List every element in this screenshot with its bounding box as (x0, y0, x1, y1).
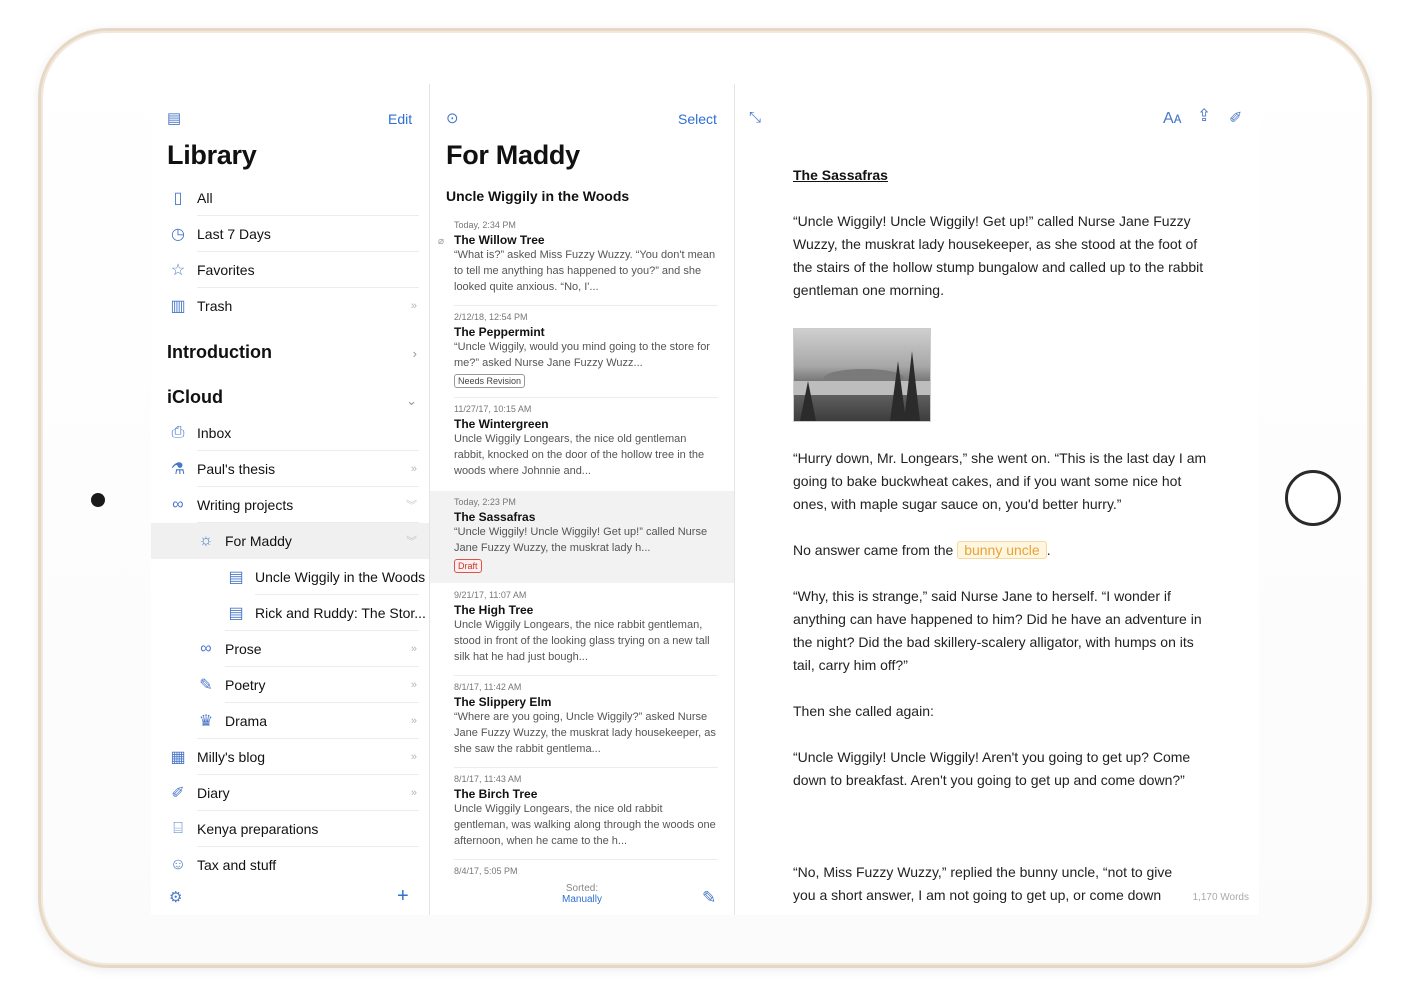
chevron-double-right-icon: » (410, 751, 417, 763)
sheet-date: 2/12/18, 12:54 PM (454, 312, 528, 322)
library-item-label: All (197, 190, 213, 206)
library-title: Library (167, 140, 257, 170)
money-icon: ☺ (169, 856, 187, 873)
paragraph: “No, Miss Fuzzy Wuzzy,” replied the bunny uncle, “not to give you a short answer, I am not going to get up, or come down (793, 864, 1173, 903)
sheet-excerpt: Uncle Wiggily Longears, the nice rabbit gentleman, stood in front of the looking glass trying on a new tall silk hat he had just bough... (454, 619, 710, 663)
paragraph (793, 539, 1213, 562)
word-count[interactable]: 1,170 Words (1192, 892, 1249, 903)
inline-image[interactable] (793, 328, 931, 422)
chevron-double-down-icon: ︾ (406, 536, 417, 548)
group-uncle-wiggily[interactable] (151, 559, 429, 595)
paragraph: “Uncle Wiggily! Uncle Wiggily! Aren't you going to get up? Come down to breakfast. Aren't you going to get up and come down?” (793, 749, 1191, 788)
sheet-excerpt: Uncle Wiggily Longears, the nice old gentleman rabbit, knocked on the door of the hollow tree in the woods where Johnnie and... (454, 433, 705, 477)
library-item-trash[interactable] (151, 288, 429, 324)
select-button[interactable]: Select (678, 111, 717, 127)
editor-panel (735, 84, 1259, 915)
text-format-icon[interactable]: Aᴀ (1163, 110, 1182, 127)
group-label: Writing projects (197, 497, 294, 513)
glasses-icon: ∞ (200, 640, 212, 657)
sheet-item-peppermint[interactable] (430, 306, 734, 398)
paragraph: Then she called again: (793, 703, 934, 719)
sheet-title: The Wintergreen (454, 417, 549, 431)
group-writing-projects[interactable] (151, 487, 429, 523)
group-inbox[interactable] (151, 415, 429, 451)
sheet-excerpt: “What is?” asked Miss Fuzzy Wuzzy. “You don't mean to tell me anything has happened to you?” and she looked quite anxious. “No, I'... (454, 249, 716, 293)
chevron-right-icon[interactable]: › (412, 346, 417, 361)
suitcase-icon: ⌸ (173, 820, 183, 837)
screen (151, 84, 1259, 915)
home-button[interactable] (1285, 470, 1341, 526)
search-icon[interactable]: ⊙ (446, 110, 459, 127)
chevron-double-right-icon: » (410, 463, 417, 475)
pencil-icon: ✐ (171, 785, 185, 802)
theater-icon: ♛ (198, 713, 214, 730)
add-group-plus-icon[interactable]: + (397, 885, 409, 907)
sheet-title: The Sassafras (454, 510, 536, 524)
library-item-last-7-days[interactable] (151, 216, 429, 252)
expand-icon[interactable]: ⤡ (749, 109, 762, 126)
group-label: For Maddy (225, 533, 292, 549)
group-tax-and-stuff[interactable] (151, 847, 429, 883)
compose-icon[interactable]: ✎ (702, 888, 717, 907)
sidebar-toggle-icon[interactable]: ▤ (167, 110, 182, 127)
edit-button[interactable]: Edit (388, 111, 413, 127)
section-icloud[interactable]: iCloud (167, 387, 223, 407)
library-panel (151, 84, 430, 915)
group-label: Drama (225, 713, 268, 729)
group-millys-blog[interactable] (151, 739, 429, 775)
sheet-date: 9/21/17, 11:07 AM (454, 590, 527, 600)
sheet-date: Today, 2:34 PM (454, 220, 516, 230)
sheet-item-willow-tree[interactable] (430, 214, 734, 306)
sheet-item-birch-tree[interactable] (430, 768, 734, 860)
sheet-title: The Birch Tree (454, 787, 538, 801)
library-item-label: Favorites (197, 262, 255, 278)
sort-label: Sorted: (565, 883, 599, 894)
paragraph-text: . (1046, 542, 1051, 558)
sheet-excerpt: “Uncle Wiggily, would you mind going to the store for me?” asked Nurse Jane Fuzzy Wuzz... (454, 341, 710, 369)
attachment-icon[interactable]: ✐ (1229, 110, 1243, 127)
paperclip-icon: ⌀ (438, 236, 445, 247)
sun-icon: ☼ (198, 532, 214, 549)
settings-gear-icon[interactable]: ⚙ (169, 889, 183, 906)
library-item-label: Last 7 Days (197, 226, 271, 242)
blog-icon: ▦ (170, 749, 186, 766)
sheet-date: 8/1/17, 11:42 AM (454, 682, 522, 692)
library-item-favorites[interactable] (151, 252, 429, 288)
sheet-title: The Willow Tree (454, 233, 545, 247)
sheet-group-heading: Uncle Wiggily in the Woods (446, 188, 630, 204)
document-icon: ▤ (228, 605, 244, 622)
section-introduction[interactable]: Introduction (167, 342, 272, 362)
sheet-item-high-tree[interactable] (430, 584, 734, 676)
paragraph-text: No answer came from the (793, 542, 954, 558)
sheet-heading: The Sassafras (793, 167, 888, 183)
sheet-excerpt: Uncle Wiggily Longears, the nice old rabbit gentleman, was walking along through the woods one afternoon, when he came to the h... (454, 803, 716, 847)
group-label: Poetry (225, 677, 266, 693)
library-item-label: Trash (197, 298, 233, 314)
chevron-double-right-icon: » (410, 679, 417, 691)
sheet-date: 8/4/17, 5:05 PM (454, 866, 518, 876)
sheets-icon: ▯ (173, 190, 183, 207)
highlighted-text: bunny uncle (957, 541, 1047, 559)
camera (91, 493, 105, 507)
group-pauls-thesis[interactable] (151, 451, 429, 487)
chevron-down-icon[interactable]: ⌄ (406, 393, 417, 408)
group-label: Milly's blog (197, 749, 266, 765)
sheet-date: Today, 2:23 PM (454, 497, 516, 507)
group-label: Uncle Wiggily in the Woods (255, 569, 426, 585)
clock-icon: ◷ (171, 226, 185, 243)
chevron-double-right-icon: » (410, 787, 417, 799)
chevron-double-right-icon: » (410, 715, 417, 727)
group-kenya-preparations[interactable] (151, 811, 429, 847)
group-drama[interactable] (151, 703, 429, 739)
sheet-date: 8/1/17, 11:43 AM (454, 774, 522, 784)
inbox-icon: ⎙ (171, 424, 185, 441)
trash-icon: ▥ (170, 298, 186, 315)
group-label: Rick and Ruddy: The Stor... (255, 605, 426, 621)
paragraph: “Uncle Wiggily! Uncle Wiggily! Get up!” called Nurse Jane Fuzzy Wuzzy, the muskrat lady housekeeper, as she stood at the foot of the stairs of the hollow stump bungalow and called up to the rabbit gentleman one morning. (793, 213, 1204, 298)
chevron-double-down-icon: ︾ (406, 500, 417, 512)
document-icon: ▤ (228, 569, 244, 586)
paragraph: “Why, this is strange,” said Nurse Jane to herself. “I wonder if anything can have happened to him? Did he have an adventure in the night? Did the bad skillery-scalery alligator, with humps on its tail, carry him off?” (793, 588, 1202, 673)
sheet-item-wintergreen[interactable] (430, 398, 734, 490)
sheet-excerpt: “Uncle Wiggily! Uncle Wiggily! Get up!” called Nurse Jane Fuzzy Wuzzy, the muskrat lady h... (454, 526, 708, 554)
flask-icon: ⚗ (170, 461, 186, 478)
share-icon[interactable]: ⇪ (1197, 106, 1212, 125)
group-label: Paul's thesis (197, 461, 276, 477)
group-label: Tax and stuff (197, 857, 277, 873)
library-item-all[interactable] (151, 180, 429, 216)
sheet-title: The Slippery Elm (454, 695, 552, 709)
sheet-item-slippery-elm[interactable] (430, 676, 734, 768)
sheet-item-partial[interactable] (430, 860, 734, 882)
sheet-item-sassafras[interactable] (430, 491, 734, 583)
group-for-maddy[interactable] (151, 523, 429, 559)
keyword-tag: Needs Revision (454, 374, 525, 388)
chevron-double-right-icon: » (410, 300, 417, 312)
sheet-list-panel (430, 84, 735, 915)
sort-indicator[interactable] (430, 883, 734, 915)
group-label: Diary (197, 785, 230, 801)
sheet-excerpt: “Where are you going, Uncle Wiggily?” asked Nurse Jane Fuzzy Wuzzy, the muskrat lady housekeeper, as she saw the rabbit gentlema... (454, 711, 716, 755)
star-icon: ☆ (170, 262, 186, 279)
group-prose[interactable] (151, 631, 429, 667)
sheet-title: The High Tree (454, 603, 534, 617)
sheet-title: The Peppermint (454, 325, 545, 339)
sort-value: Manually (561, 894, 603, 905)
glasses-icon: ∞ (172, 496, 184, 513)
group-label: Prose (225, 641, 262, 657)
draft-tag: Draft (454, 559, 482, 573)
paragraph: “Hurry down, Mr. Longears,” she went on. “This is the last day I am going to bake buckwheat cakes, and if you want some nice hot ones, with maple sugar sauce on, you'd better hurry.” (793, 450, 1207, 512)
group-poetry[interactable] (151, 667, 429, 703)
sheet-list-title: For Maddy (446, 140, 580, 170)
group-rick-and-ruddy[interactable] (151, 595, 429, 631)
quill-icon: ✎ (199, 677, 213, 694)
group-label: Kenya preparations (197, 821, 319, 837)
group-label: Inbox (197, 425, 232, 441)
sheet-date: 11/27/17, 10:15 AM (454, 404, 532, 414)
chevron-double-right-icon: » (410, 643, 417, 655)
group-diary[interactable] (151, 775, 429, 811)
